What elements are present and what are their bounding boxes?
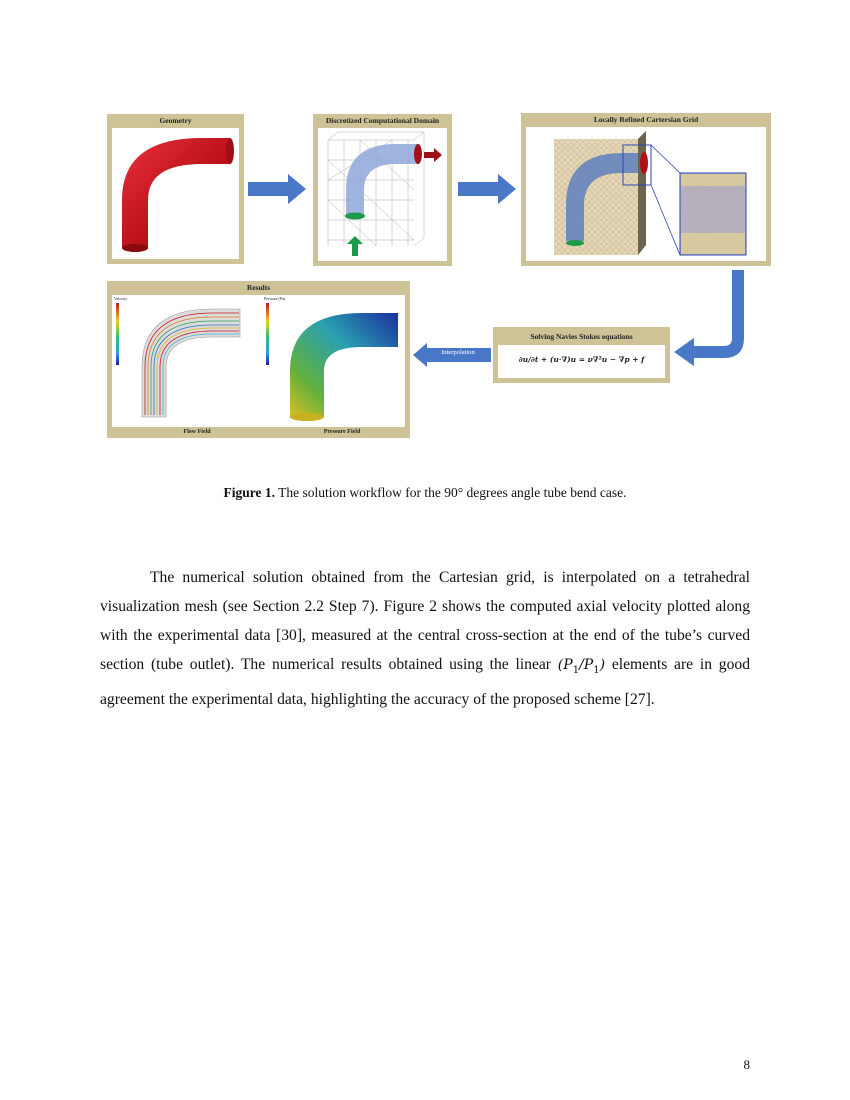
paragraph-math: $(P_1/P_1)$ xyxy=(557,657,606,676)
body-paragraph xyxy=(100,563,750,714)
pressure-field-label: Pressure Field xyxy=(323,429,361,435)
results-image xyxy=(112,295,405,427)
geometry-image xyxy=(112,128,239,259)
caption-text: The solution workflow for the 90° degrees angle tube bend case. xyxy=(274,485,627,500)
grid-panel xyxy=(521,113,771,266)
arrow-bent-icon xyxy=(670,268,750,368)
figure-caption xyxy=(0,485,850,501)
solver-title: Solving Navies Stokes equations xyxy=(530,332,633,341)
flow-field-label: Flow Field xyxy=(183,429,211,435)
caption-label: Figure 1. xyxy=(223,485,275,500)
grid-image xyxy=(526,127,766,261)
pressure-legend-label: Pressure (Pa) xyxy=(264,296,286,301)
interpolation-label: Interpolation xyxy=(441,349,475,356)
velocity-legend-label: Velocity xyxy=(114,296,128,301)
bent-tube-red xyxy=(112,128,239,259)
arrow-right-icon xyxy=(248,172,308,206)
paragraph-part1: The numerical solution obtained from the Cartesian grid, is interpolated on a tetrahedral visualization mesh (see Section 2.2 Step 7). Figure 2 shows the computed axial velocity plotted along with the experimental data [30], measured at the central cross-section at the end of the tube’s curved section (tube outlet). The numerical results obtained using the linear xyxy=(100,569,750,673)
results-panel xyxy=(107,281,410,438)
results-plots xyxy=(112,295,405,427)
results-title: Results xyxy=(246,283,271,292)
refined-grid xyxy=(526,127,766,261)
solver-equation: ∂u/∂t + (u·∇)u = ν∇²u − ∇p + f xyxy=(518,355,645,364)
domain-panel xyxy=(313,114,452,266)
domain-mesh xyxy=(318,128,447,261)
page-number: 8 xyxy=(743,1057,750,1072)
geometry-panel xyxy=(107,114,244,264)
paragraph-part2: elements are in good agreement the experimental data, highlighting the accuracy of the proposed scheme [27]. xyxy=(100,656,750,708)
domain-image xyxy=(318,128,447,261)
solver-equation-box xyxy=(498,345,665,378)
geometry-title: Geometry xyxy=(159,116,192,125)
solver-panel xyxy=(493,327,670,383)
arrow-right-icon-2 xyxy=(458,172,518,206)
domain-title: Discretized Computational Domain xyxy=(325,116,440,125)
grid-title: Locally Refined Cartersian Grid xyxy=(593,115,699,124)
